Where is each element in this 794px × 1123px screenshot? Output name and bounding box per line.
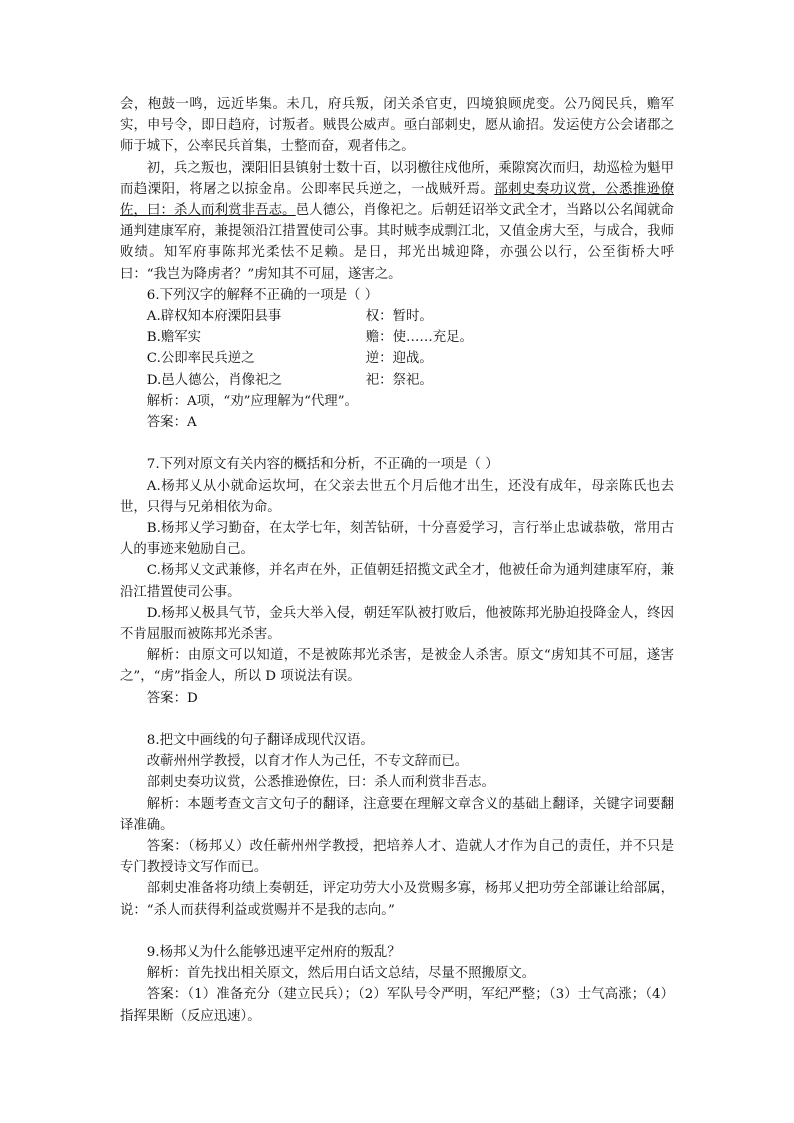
question-7-option-a: A.杨邦乂从小就命运坎坷，在父亲去世五个月后他才出生，还没有成年，母亲陈氏也去世，只得与兄弟相依为命。: [120, 478, 674, 515]
question-7-option-b: B.杨邦乂学习勤奋，在太学七年，刻苦钻研，十分喜爱学习，言行举止忠诚恭敬，常用古人的事迹来勉励自己。: [120, 521, 674, 558]
question-7-analysis: 解析：由原文可以知道，不是被陈邦光杀害，是被金人杀害。原文“虏知其不可屈，遂害之”，“虏”指金人，所以 D 项说法有误。: [120, 648, 674, 685]
passage-paragraph-2-text: 初，兵之叛也，溧阳旧县镇射士数十百，以羽檄往戍他所，乘隙窝次而归，劫巡检为魁甲而趋溧阳，将屠之以掠金帛。公即率民兵逆之，一战贼歼焉。: [120, 160, 674, 197]
passage-paragraph-1: 会，枹鼓一鸣，远近毕集。未几，府兵叛，闭关杀官吏，四境狼顾虎变。公乃阅民兵，赡军实，申号令，即日趋府，讨叛者。贼畏公威声。亟白部刺史，愿从谕招。发运使方公会诸郡之师于城下，公率民兵首集，士整而奋，观者伟之。: [120, 97, 674, 155]
option-text: C.公即率民兵逆之: [146, 351, 255, 367]
question-9-answer: 答案：（1）准备充分（建立民兵）；（2）军队号令严明，军纪严整；（3）士气高涨；（4）指挥果断（反应迅速）。: [120, 987, 674, 1024]
question-6-answer: 答案：A: [146, 415, 197, 431]
option-text: B.赡军实: [146, 330, 202, 346]
spacer: [120, 433, 674, 454]
question-8-sentence-2: 部刺史奏功议赏，公悉推逊僚佐，曰：杀人而利赏非吾志。: [146, 775, 495, 791]
spacer: [120, 709, 674, 730]
question-8-analysis: 解析：本题考查文言文句子的翻译，注意要在理解文章含义的基础上翻译，关键字词要翻译准确。: [120, 796, 674, 833]
option-text: D.邑人德公，肖像祀之: [146, 372, 282, 388]
question-6-option-c: [147, 348, 674, 369]
option-text: A.辟权知本府溧阳县事: [146, 309, 282, 325]
passage-paragraph-2: [120, 158, 674, 285]
question-6-option-b: [147, 327, 674, 348]
passage-paragraph-2-rest: 邑人德公，肖像祀之。后朝廷诏举文武全才，当路以公名闻就命通判建康军府，兼提领沿江措置使司公事。其时贼李成剽江北，又值金虏大至，与成合，我师败绩。知军府事陈邦光柔怯不足赖。是日，邦光出城迎降，亦强公以行，公至街桥大呼曰：“我岂为降虏者？”虏知其不可屈，遂害之。: [120, 203, 675, 282]
option-gloss: 逆：迎战。: [365, 351, 433, 367]
spacer: [120, 921, 674, 942]
question-7-option-c: C.杨邦乂文武兼修，并名声在外，正值朝廷招揽文武全才，他被任命为通判建康军府，兼沿江措置使司公事。: [120, 563, 674, 600]
question-7-stem: 7.下列对原文有关内容的概括和分析，不正确的一项是（ ）: [146, 457, 499, 473]
question-6-option-d: [147, 370, 674, 391]
option-gloss: 祀：祭祀。: [365, 372, 433, 388]
question-6-analysis: 解析：A项，“劝”应理解为“代理”。: [146, 393, 358, 409]
question-6-stem: 6.下列汉字的解释不正确的一项是（ ）: [146, 287, 379, 303]
question-9-stem: 9.杨邦乂为什么能够迅速平定州府的叛乱？: [146, 945, 401, 961]
underlined-sentence: 部刺史奏功议赏，公悉推逊僚佐，曰：杀人而利赏非吾志。: [120, 181, 675, 219]
question-8-stem: 8.把文中画线的句子翻译成现代汉语。: [146, 733, 374, 749]
question-8-sentence-1: 改蕲州州学教授，以育才作人为己任，不专文辞而已。: [146, 754, 469, 770]
question-6-option-a: [147, 306, 674, 327]
option-gloss: 赡：使……充足。: [365, 330, 473, 346]
question-8-answer-1: 答案：（杨邦乂）改任蕲州州学教授，把培养人才、造就人才作为自己的责任，并不只是专门教授诗文写作而已。: [120, 839, 674, 876]
question-7-answer: 答案：D: [146, 690, 198, 706]
option-gloss: 权：暂时。: [365, 309, 433, 325]
question-7-option-d: D.杨邦乂极具气节，金兵大举入侵，朝廷军队被打败后，他被陈邦光胁迫投降金人，终因不肯屈服而被陈邦光杀害。: [120, 605, 674, 643]
question-6-options: [120, 306, 674, 391]
question-9-analysis: 解析：首先找出相关原文，然后用白话文总结，尽量不照搬原文。: [146, 966, 536, 982]
question-8-answer-2: 部刺史准备将功绩上奏朝廷，评定功劳大小及赏赐多寡，杨邦乂把功劳全部谦让给部属，说：“杀人而获得利益或赏赐并不是我的志向。”: [120, 881, 674, 918]
document-page: [120, 94, 674, 1027]
